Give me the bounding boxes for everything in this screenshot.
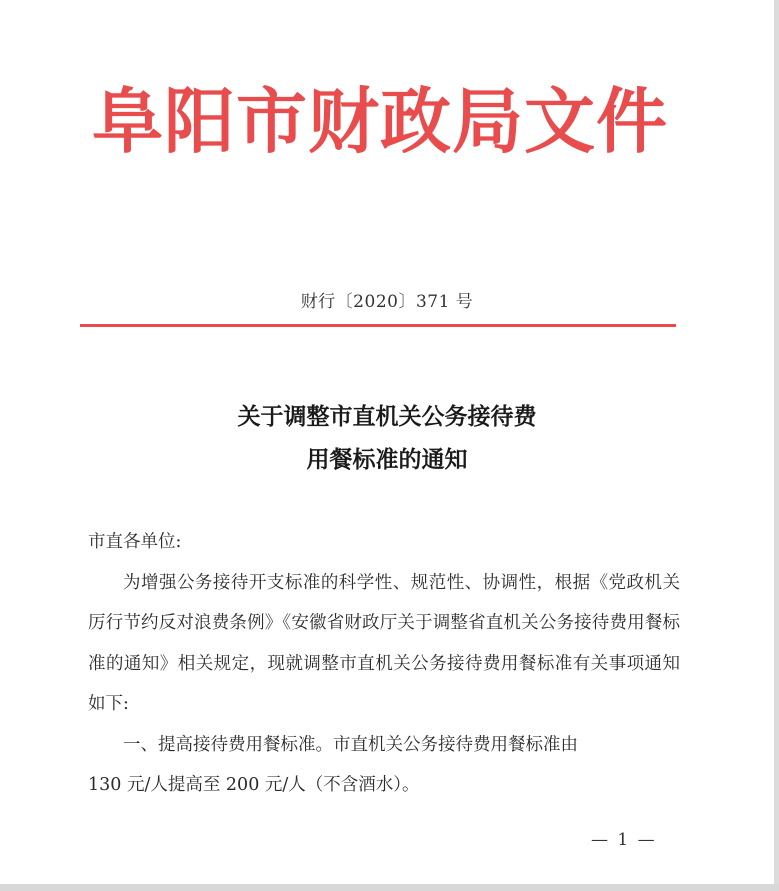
body-paragraph-2-line-2: 130 元/人提高至 200 元/人（不含酒水）。	[88, 775, 420, 795]
page-number: — 1 —	[591, 830, 657, 850]
notice-body	[88, 522, 680, 806]
notice-title-line-2: 用餐标准的通知	[306, 446, 468, 473]
page-edge-right	[774, 0, 779, 891]
red-divider-line	[80, 324, 676, 327]
document-header-title: 阜阳市财政局文件	[91, 80, 668, 163]
body-paragraph-2-line-1: 一、提高接待费用餐标准。市直机关公务接待费用餐标准由	[123, 734, 578, 755]
page-edge-bottom	[0, 884, 779, 891]
salutation: 市直各单位:	[88, 532, 182, 552]
notice-title	[0, 395, 774, 481]
document-number: 财行〔2020〕371 号	[300, 292, 474, 312]
body-paragraph-1: 为增强公务接待开支标准的科学性、规范性、协调性，根据《党政机关厉行节约反对浪费条例》《安徽省财政厅关于调整省直机关公务接待费用餐标准的通知》相关规定，现就调整市直机关公务接待费用餐标准有关事项通知如下:	[88, 572, 680, 714]
notice-title-line-1: 关于调整市直机关公务接待费	[237, 403, 537, 430]
